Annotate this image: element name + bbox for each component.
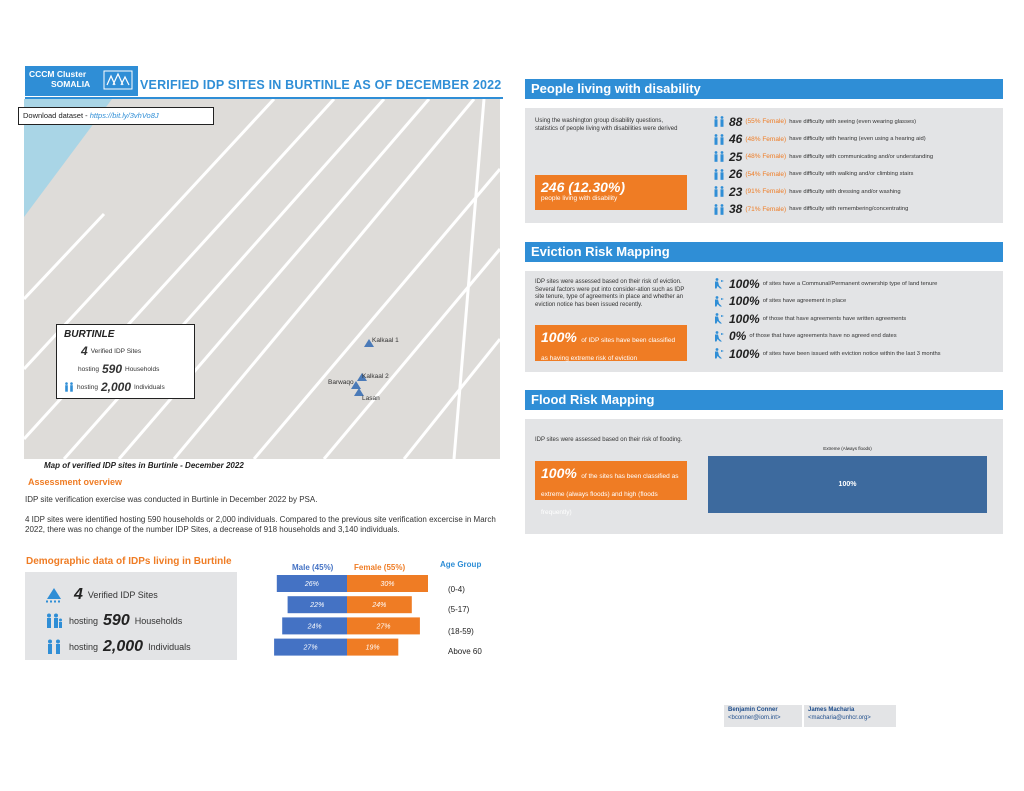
age-group-header: Age Group xyxy=(440,560,482,569)
demo-sites-label: Verified IDP Sites xyxy=(87,590,158,600)
people-icon xyxy=(713,151,725,162)
demo-individuals-row xyxy=(45,634,217,660)
disability-row: 23 (91% Female) have difficulty with dressing and/or washing xyxy=(713,183,933,201)
disability-row: 26 (54% Female) have difficulty with walking and/or climbing stairs xyxy=(713,166,933,184)
contact-email[interactable]: <bconner@iom.int> xyxy=(728,714,781,721)
eviction-person-icon xyxy=(713,348,725,359)
map-roads xyxy=(24,99,500,459)
eviction-person-icon xyxy=(713,331,725,342)
disability-header: People living with disability xyxy=(525,79,1003,99)
site-label: Lasan xyxy=(362,395,380,402)
assessment-paragraph-1: IDP site verification exercise was conducted in Burtinle in December 2022 by PSA. xyxy=(25,495,318,504)
download-dataset xyxy=(18,107,214,125)
people-icon xyxy=(713,186,725,197)
assessment-paragraph-2: 4 IDP sites were identified hosting 590 households or 2,000 individuals. Compared to the previous site verification excercise in March 2022, there was no change of the number IDP Sites, a decrease of 918 households and 3,140 individuals. xyxy=(25,515,496,534)
female-value-label: 24% xyxy=(372,602,387,610)
sites-value: 4 xyxy=(81,344,88,358)
demo-ind-prefix: hosting xyxy=(69,642,99,652)
disability-row: 38 (71% Female) have difficulty with remembering/concentrating xyxy=(713,201,933,219)
map-caption: Map of verified IDP sites in Burtinle - December 2022 xyxy=(44,461,244,470)
flood-panel xyxy=(525,419,1003,534)
map-summary-box xyxy=(56,324,195,399)
male-header: Male (45%) xyxy=(292,563,334,572)
eviction-list xyxy=(713,275,941,363)
flood-bar xyxy=(708,456,987,513)
demo-ind-value: 2,000 xyxy=(103,638,144,655)
disability-desc: Using the washington group disability questions, statistics of people living with disabilities were derived xyxy=(535,118,678,132)
cccm-logo xyxy=(25,66,138,96)
flood-card-value: 100% xyxy=(541,465,577,481)
flood-card-text: of the sites has been classified as extreme (always floods) and high (floods frequently) xyxy=(541,473,679,516)
site-markers xyxy=(351,339,374,396)
demo-hh-label: Households xyxy=(134,616,183,626)
ind-value: 2,000 xyxy=(100,380,131,394)
eviction-card xyxy=(535,325,687,361)
eviction-row: 100% of those that have agreements have written agreements xyxy=(713,310,941,328)
eviction-panel xyxy=(525,271,1003,372)
download-link[interactable]: https://bit.ly/3vhVo8J xyxy=(89,111,159,120)
contact-email[interactable]: <macharia@unhcr.org> xyxy=(808,714,871,721)
flood-desc: IDP sites were assessed based on their risk of flooding. xyxy=(535,437,683,443)
flood-card xyxy=(535,461,687,516)
flood-header: Flood Risk Mapping xyxy=(525,390,1003,410)
ind-prefix: hosting xyxy=(77,383,98,391)
ind-label: Individuals xyxy=(134,383,165,391)
family-icon xyxy=(45,613,63,629)
contact-name: Benjamin Conner xyxy=(728,707,778,713)
disability-panel xyxy=(525,108,1003,223)
people-icon xyxy=(45,639,63,655)
map-canvas xyxy=(24,99,500,459)
disability-total-label: people living with disability xyxy=(541,195,618,202)
hh-label: Households xyxy=(125,365,160,373)
hh-value: 590 xyxy=(101,362,122,376)
site-label: Kalkaal 1 xyxy=(372,337,399,344)
cluster-logo-icon xyxy=(103,69,133,91)
site-map xyxy=(24,99,500,459)
map-summary-sites xyxy=(64,344,187,358)
demo-sites-row xyxy=(45,582,217,608)
demo-sites-value: 4 xyxy=(74,586,83,603)
eviction-person-icon xyxy=(713,313,725,324)
page-title: VERIFIED IDP SITES IN BURTINLE AS OF DECEMBER 2022 xyxy=(140,78,502,92)
contact-card xyxy=(724,705,802,727)
eviction-row: 100% of sites have agreement in place xyxy=(713,293,941,311)
logo-line1: CCCM Cluster xyxy=(29,69,87,79)
male-value-label: 22% xyxy=(310,602,325,610)
eviction-person-icon xyxy=(713,278,725,289)
population-pyramid-chart xyxy=(260,575,440,665)
demo-hh-prefix: hosting xyxy=(69,616,99,626)
eviction-row: 100% of sites have a Communal/Permanent ownership type of land tenure xyxy=(713,275,941,293)
eviction-desc: IDP sites were assessed based on their risk of eviction. Several factors were put into consider-ation such as IDP site tenure, type of agreements in place and whether an eviction notice has been issued recently. xyxy=(535,279,685,308)
age-label: (18-59) xyxy=(448,627,474,636)
camp-tent-icon xyxy=(45,587,63,603)
eviction-person-icon xyxy=(713,296,725,307)
female-value-label: 27% xyxy=(376,623,391,631)
people-icon xyxy=(713,134,725,145)
demographic-summary xyxy=(25,572,237,660)
flood-bar-value: 100% xyxy=(838,481,857,488)
contact-card xyxy=(804,705,896,727)
hh-prefix: hosting xyxy=(78,365,99,373)
disability-row: 25 (48% Female) have difficulty with communicating and/or understanding xyxy=(713,148,933,166)
disability-total-card xyxy=(535,175,687,210)
male-value-label: 26% xyxy=(304,581,319,588)
disability-list xyxy=(713,113,933,218)
male-value-label: 24% xyxy=(307,623,322,631)
disability-row: 88 (55% Female) have difficulty with seeing (even wearing glasses) xyxy=(713,113,933,131)
demographic-title: Demographic data of IDPs living in Burtinle xyxy=(26,556,232,567)
people-icon xyxy=(713,116,725,127)
people-icon xyxy=(713,169,725,180)
sites-label: Verified IDP Sites xyxy=(90,347,142,355)
age-label: (5-17) xyxy=(448,605,470,614)
female-header: Female (55%) xyxy=(354,563,406,572)
age-label: (0-4) xyxy=(448,585,465,594)
flood-bar-label: Extreme (Always floods) xyxy=(823,446,872,451)
demo-ind-label: Individuals xyxy=(148,642,191,652)
female-value-label: 30% xyxy=(380,581,395,588)
map-summary-households xyxy=(64,362,187,376)
contact-name: James Macharia xyxy=(808,707,855,713)
site-label: Kalkaal 2 xyxy=(362,373,389,380)
people-icon xyxy=(713,204,725,215)
map-summary-title: BURTINLE xyxy=(64,329,115,340)
map-summary-individuals xyxy=(64,380,187,394)
assessment-title: Assessment overview xyxy=(28,477,123,487)
female-value-label: 19% xyxy=(365,644,380,652)
male-value-label: 27% xyxy=(303,644,318,652)
logo-line2: SOMALIA xyxy=(51,79,91,89)
eviction-row: 0% of those that have agreements have no agreed end dates xyxy=(713,328,941,346)
eviction-card-text: of IDP sites have been classified as having extreme risk of eviction xyxy=(541,337,676,362)
demo-hh-value: 590 xyxy=(103,612,130,629)
eviction-row: 100% of sites have been issued with eviction notice within the last 3 months xyxy=(713,345,941,363)
eviction-header: Eviction Risk Mapping xyxy=(525,242,1003,262)
demo-households-row xyxy=(45,608,217,634)
disability-row: 46 (48% Female) have difficulty with hearing (even using a hearing aid) xyxy=(713,131,933,149)
disability-total-value: 246 (12.30%) xyxy=(541,179,626,195)
flood-bar-track xyxy=(708,456,987,513)
eviction-card-value: 100% xyxy=(541,329,577,345)
age-label: Above 60 xyxy=(448,647,482,656)
download-label: Download dataset - xyxy=(23,111,90,120)
site-label: Barwaqo xyxy=(328,379,354,386)
people-icon xyxy=(64,382,74,392)
